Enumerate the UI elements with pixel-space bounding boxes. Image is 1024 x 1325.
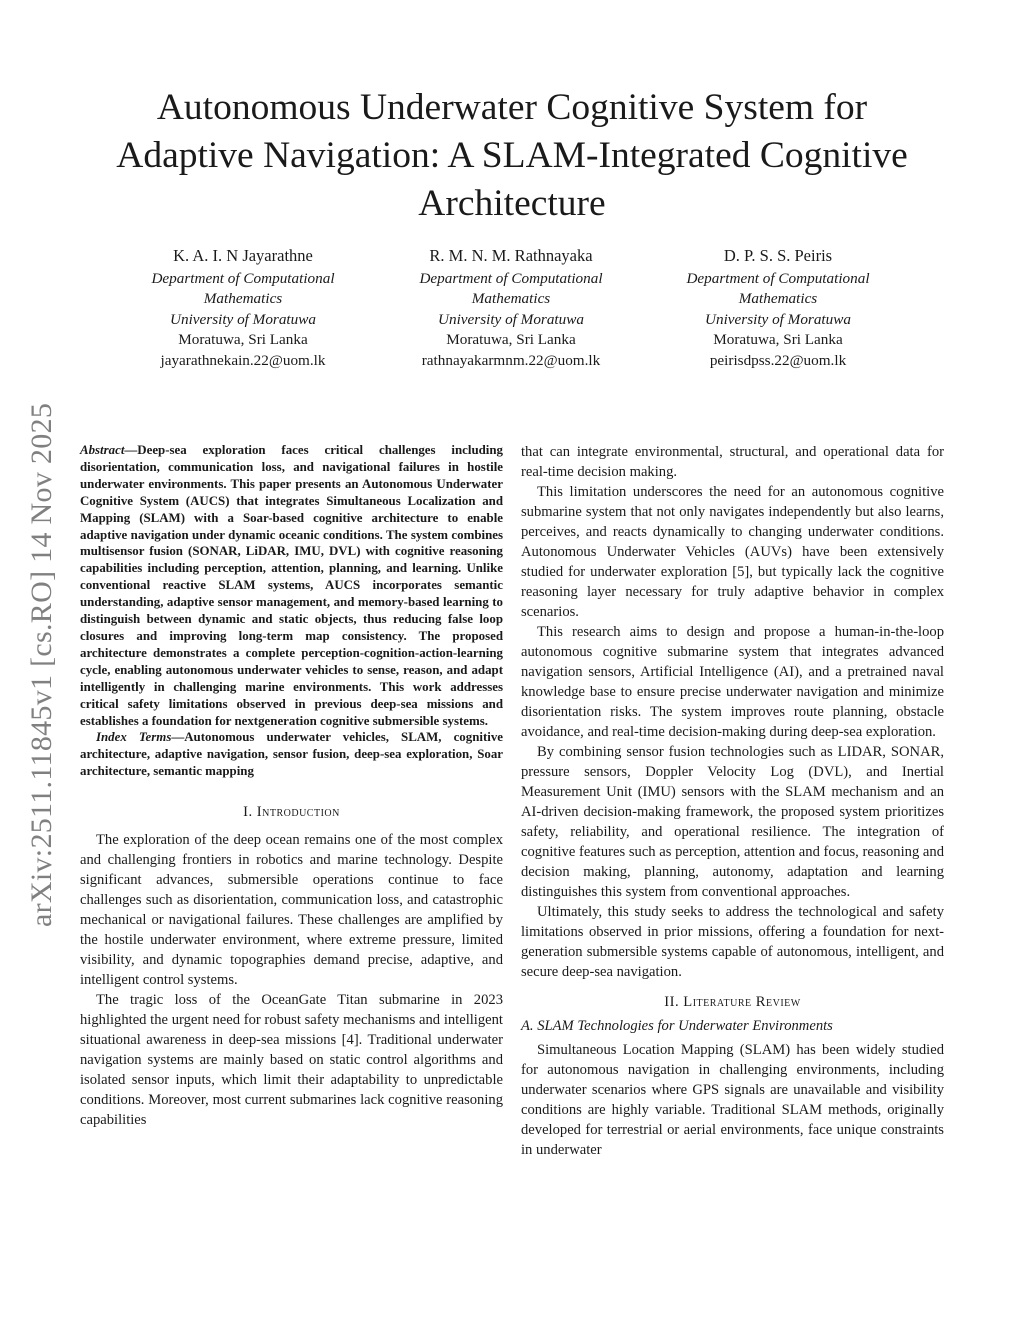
author-city: Moratuwa, Sri Lanka: [446, 331, 576, 348]
author-3: [643, 246, 913, 371]
author-university: University of Moratuwa: [705, 310, 851, 328]
section-heading-literature-review: II. Literature Review: [664, 994, 801, 1010]
index-terms: [80, 729, 503, 780]
title-line-2: Adaptive Navigation: A SLAM-Integrated Cognitive: [116, 135, 908, 176]
author-name: K. A. I. N Jayarathne: [173, 246, 313, 265]
author-department: Department of Computational: [686, 269, 870, 287]
literature-paragraph-1: Simultaneous Location Mapping (SLAM) has been widely studied for autonomous navigation in challenging environments, including underwater scenarios where GPS signals are unavailable and visibility conditions are highly variable. Traditional SLAM methods, originally developed for terrestrial or aerial environments, face unique constraints in underwater: [521, 1042, 944, 1158]
subsection-heading-slam: A. SLAM Technologies for Underwater Environments: [521, 1018, 833, 1034]
intro-continuation: that can integrate environmental, structural, and operational data for real-time decision making.: [521, 444, 944, 480]
author-email: rathnayakarmnm.22@uom.lk: [421, 351, 601, 369]
author-department-cont: Mathematics: [471, 290, 551, 307]
intro-paragraph-1: The exploration of the deep ocean remains one of the most complex and challenging frontiers in robotics and marine technology. Despite significant advances, submersible operations continue to face challenges such as disorientation, communication loss, and catastrophic mechanical or navigational failures. These challenges are amplified by the hostile underwater environment, where extreme pressure, limited visibility, and dynamic topographies demand precise, adaptive, and intelligent control systems.: [80, 832, 503, 989]
intro-paragraph-3: This limitation underscores the need for an autonomous cognitive submarine system that not only navigates independently but also learns, perceives, and reacts dynamically to changing underwater conditions. Autonomous Underwater Vehicles (AUVs) have been extensively studied for underwater exploration [5], but typically lack the cognitive reasoning layer necessary for truly adaptive behavior in complex scenarios.: [521, 484, 944, 620]
author-city: Moratuwa, Sri Lanka: [178, 331, 308, 348]
author-department: Department of Computational: [151, 269, 335, 287]
author-1: [108, 246, 378, 371]
paper-title: [80, 84, 944, 228]
arxiv-identifier: arXiv:2511.11845v1 [cs.RO] 14 Nov 2025: [25, 402, 58, 928]
author-university: University of Moratuwa: [438, 310, 584, 328]
section-heading-introduction: I. Introduction: [243, 804, 340, 821]
author-name: R. M. N. M. Rathnayaka: [429, 246, 593, 265]
intro-paragraph-6: Ultimately, this study seeks to address the technological and safety limitations observed in prior missions, offering a foundation for next-generation submersible systems capable of autonomous, intelligent, and secure deep-sea navigation.: [521, 904, 944, 980]
left-column: [80, 442, 503, 1130]
index-terms-text: —Autonomous underwater vehicles, SLAM, cognitive architecture, adaptive navigation, sensor fusion, deep-sea exploration, Soar architecture, semantic mapping: [80, 730, 503, 779]
title-line-3: Architecture: [418, 183, 606, 224]
abstract: [80, 442, 503, 729]
author-university: University of Moratuwa: [170, 310, 316, 328]
author-department: Department of Computational: [419, 269, 603, 287]
right-column: [521, 442, 944, 1160]
author-department-cont: Mathematics: [203, 290, 283, 307]
author-department-cont: Mathematics: [738, 290, 818, 307]
author-email: jayarathnekain.22@uom.lk: [160, 351, 326, 369]
intro-paragraph-2: The tragic loss of the OceanGate Titan submarine in 2023 highlighted the urgent need for robust safety mechanisms and intelligent situational awareness in deep-sea missions [4]. Traditional underwater navigation systems are mainly based on static control algorithms and isolated sensor inputs, which limit their adaptability to unpredictable conditions. Moreover, most current submarines lack cognitive reasoning capabilities: [80, 992, 503, 1129]
abstract-text: —Deep-sea exploration faces critical challenges including disorientation, communication loss, and navigational failures in hostile underwater environments. This paper presents an Autonomous Underwater Cognitive System (AUCS) that integrates Simultaneous Localization and Mapping (SLAM) with a Soar-based cognitive architecture to enable adaptive navigation under dynamic oceanic conditions. The system combines multisensor fusion (SONAR, LiDAR, IMU, DVL) with cognitive reasoning capabilities including perception, attention, planning, and learning. Unlike conventional reactive SLAM systems, AUCS incorporates semantic understanding, adaptive sensor management, and memory-based learning to distinguish between dynamic and static objects, thus reducing false loop closures and improving long-term map consistency. The proposed architecture demonstrates a complete perception-cognition-action-learning cycle, enabling autonomous underwater vehicles to sense, reason, and adapt intelligently in challenging marine environments. This work addresses critical safety limitations observed in previous deep-sea missions and establishes a foundation for nextgeneration cognitive submersible systems.: [80, 443, 503, 728]
intro-paragraph-5: By combining sensor fusion technologies such as LIDAR, SONAR, pressure sensors, Doppler Velocity Log (DVL), and Inertial Measurement Unit (IMU) sensors with the SLAM mechanism and an AI-driven decision-making framework, the proposed system prioritizes safety, reliability, and operational resilience. The integration of cognitive features such as perception, attention and focus, reasoning and decision making, planning, autonomy, adaptation and learning distinguishes this system from conventional approaches.: [521, 744, 944, 900]
title-line-1: Autonomous Underwater Cognitive System for: [156, 87, 868, 128]
author-name: D. P. S. S. Peiris: [723, 246, 833, 265]
intro-paragraph-4: This research aims to design and propose a human-in-the-loop autonomous cognitive submarine system that integrates advanced navigation sensors, Artificial Intelligence (AI), and a pretrained naval knowledge base to ensure precise underwater navigation and minimize disorientation risks. The system improves route planning, obstacle avoidance, and real-time decision-making during deep-sea exploration.: [521, 624, 944, 740]
author-email: peirisdpss.22@uom.lk: [709, 351, 847, 369]
index-terms-label: Index Terms: [96, 730, 172, 745]
author-city: Moratuwa, Sri Lanka: [713, 331, 843, 348]
abstract-label: Abstract: [80, 443, 125, 457]
author-2: [376, 246, 646, 371]
